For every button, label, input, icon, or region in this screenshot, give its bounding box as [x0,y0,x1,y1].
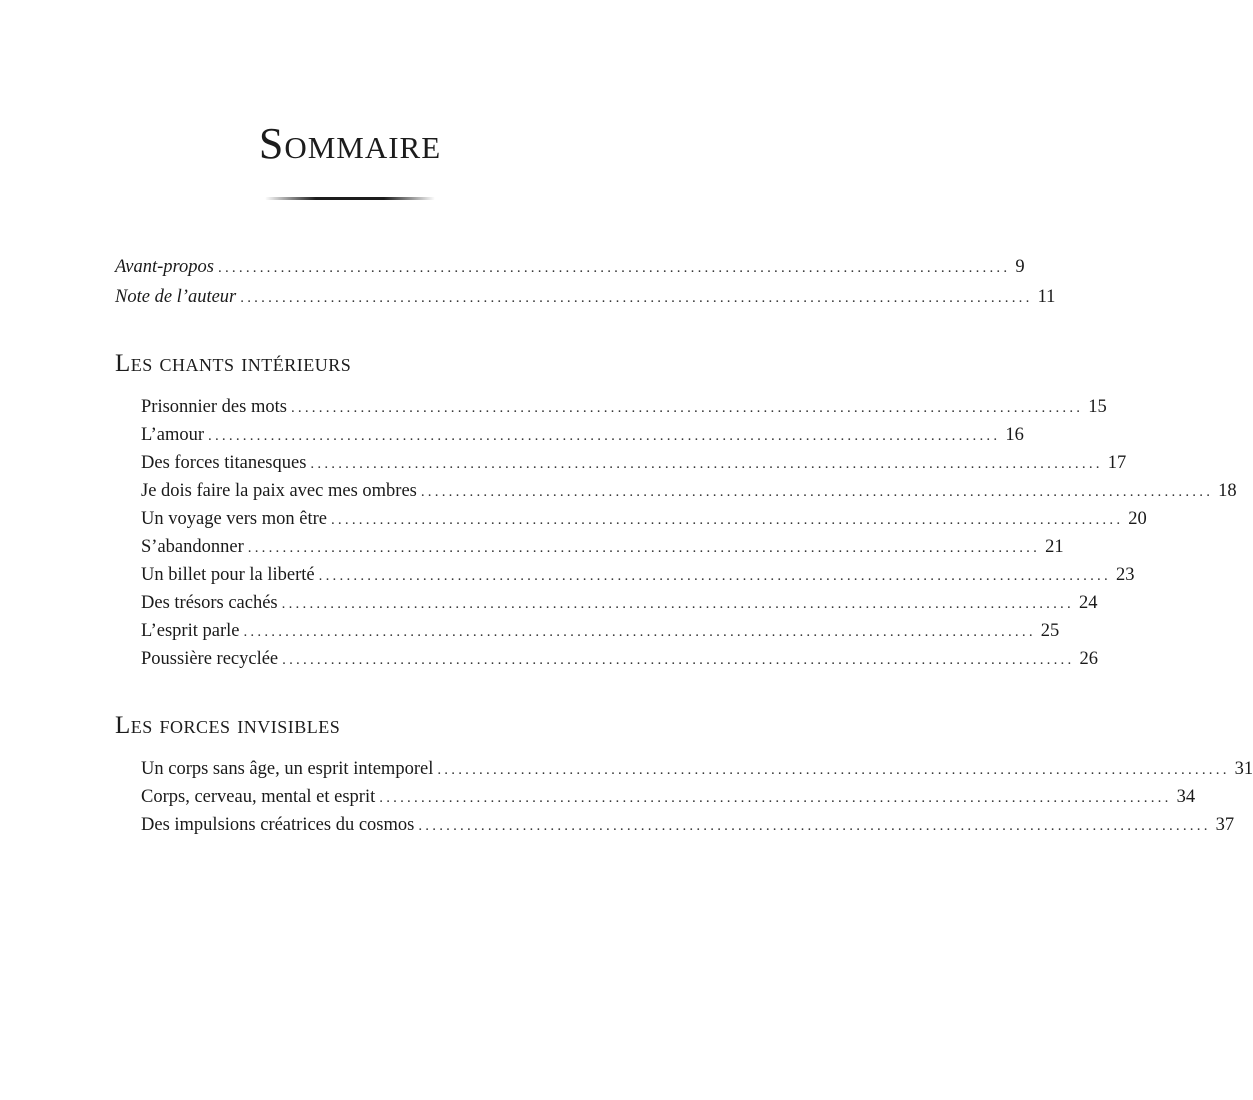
dot-leader: .................................................................................................................. [240,290,1033,306]
toc-entry-page: 26 [1079,649,1098,669]
toc-entry[interactable] [115,287,1056,313]
dot-leader: .................................................................................................................. [318,568,1111,584]
page-title: Sommaire [258,119,442,168]
toc-entry[interactable] [141,759,1253,785]
toc-entry[interactable] [141,649,1098,675]
toc-entry[interactable] [141,565,1135,591]
toc-entry[interactable] [141,621,1060,647]
toc-entry-label: Un billet pour la liberté [141,565,315,585]
dot-leader: .................................................................................................................. [379,790,1172,806]
dot-leader: .................................................................................................................. [420,484,1214,500]
toc-entry[interactable] [115,257,1025,283]
toc-entry[interactable] [141,481,1237,507]
dot-leader: .................................................................................................................. [208,428,1001,444]
toc-entry-label: Des forces titanesques [141,453,307,473]
toc-entry-page: 17 [1107,453,1127,473]
toc-entry-page: 21 [1045,537,1064,557]
toc-entry[interactable] [141,453,1127,479]
toc-entry[interactable] [141,397,1107,423]
toc-entry[interactable] [141,815,1235,841]
toc-entry-page: 31 [1234,759,1253,779]
toc-entry-label: Un voyage vers mon être [141,509,327,529]
toc-entry-page: 34 [1176,787,1196,807]
toc-entry-label: S’abandonner [141,537,244,557]
toc-entry-label: L’amour [141,425,205,445]
toc-entry-page: 15 [1088,397,1107,417]
section-heading: Les forces invisibles [115,712,341,739]
toc-entry-page: 20 [1128,509,1147,529]
dot-leader: .................................................................................................................. [247,540,1041,556]
dot-leader: .................................................................................................................. [218,260,1011,276]
toc-entry[interactable] [141,425,1024,451]
toc-entry-page: 25 [1040,621,1060,641]
dot-leader: .................................................................................................................. [281,596,1074,612]
toc-entry[interactable] [141,537,1064,563]
toc-entry-page: 11 [1037,287,1056,307]
dot-leader: .................................................................................................................. [243,624,1036,640]
toc-entry-label: Prisonnier des mots [141,397,287,417]
toc-entry-label: Des trésors cachés [141,593,278,613]
toc-entry-label: Corps, cerveau, mental et esprit [141,787,376,807]
toc-entry-label: Des impulsions créatrices du cosmos [141,815,415,835]
toc-entry-label: L’esprit parle [141,621,240,641]
toc-entry-label: Avant-propos [115,257,215,277]
toc-entry-page: 18 [1218,481,1237,501]
dot-leader: .................................................................................................................. [418,818,1211,834]
section-heading: Les chants intérieurs [115,350,352,377]
toc-entry-page: 9 [1015,257,1025,277]
toc-entry-label: Je dois faire la paix avec mes ombres [141,481,417,501]
dot-leader: .................................................................................................................. [437,762,1230,778]
toc-entry-page: 23 [1115,565,1135,585]
dot-leader: .................................................................................................................. [290,400,1084,416]
toc-entry-label: Poussière recyclée [141,649,279,669]
title-underline [265,197,435,200]
toc-entry[interactable] [141,593,1098,619]
toc-entry-page: 24 [1078,593,1098,613]
toc-entry[interactable] [141,787,1196,813]
toc-entry-page: 16 [1005,425,1024,445]
toc-entry[interactable] [141,509,1147,535]
toc-entry-label: Note de l’auteur [115,287,237,307]
dot-leader: .................................................................................................................. [310,456,1103,472]
toc-entry-page: 37 [1215,815,1235,835]
dot-leader: .................................................................................................................. [282,652,1075,668]
toc-entry-label: Un corps sans âge, un esprit intemporel [141,759,434,779]
dot-leader: .................................................................................................................. [330,512,1124,528]
